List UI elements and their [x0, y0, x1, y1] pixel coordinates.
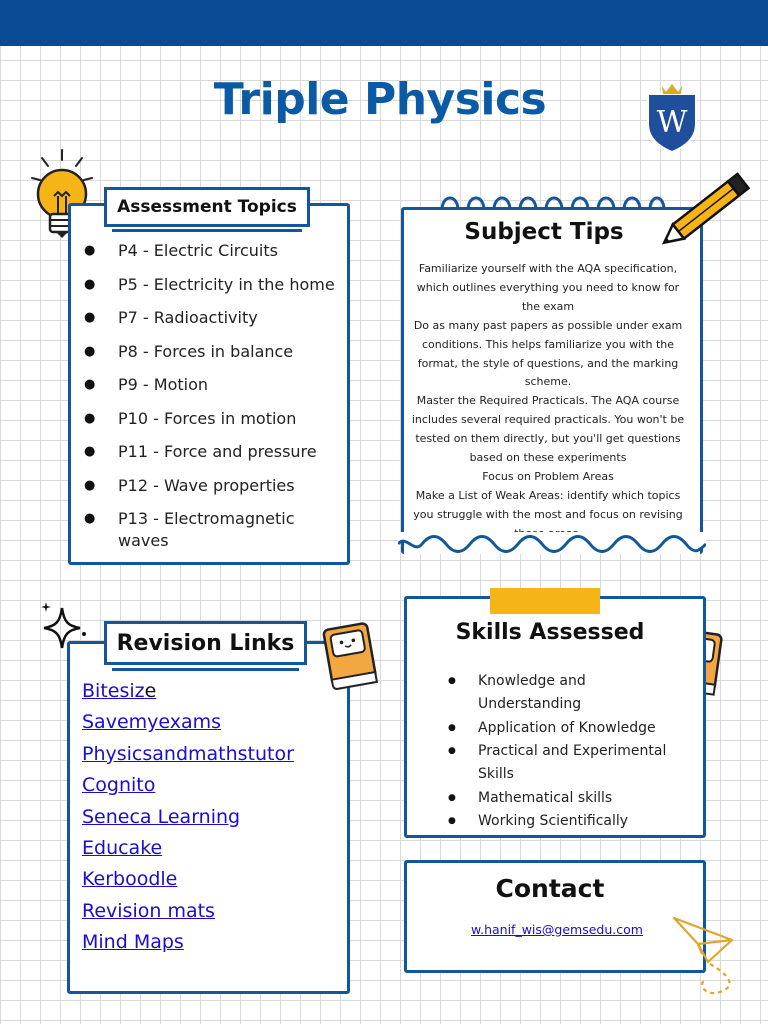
revision-links-list: [82, 678, 342, 961]
page-title: Triple Physics: [213, 74, 547, 125]
skill-item: ● Practical and Experimental Skills: [448, 740, 678, 786]
link-bitesize[interactable]: Bitesize: [82, 680, 157, 702]
assessment-topics-heading: Assessment Topics: [104, 187, 310, 227]
link-kerboodle[interactable]: Kerboodle: [82, 868, 178, 891]
topic-item: ● P4 - Electric Circuits: [82, 240, 342, 262]
torn-edge-decoration: [398, 532, 706, 562]
topic-item: ● P10 - Forces in motion: [82, 408, 342, 430]
skill-item: ● Application of Knowledge: [448, 717, 678, 740]
pencil-icon: [650, 164, 760, 260]
subject-tips-text: [410, 260, 686, 544]
link-mind-maps[interactable]: Mind Maps: [82, 931, 184, 954]
skill-item: ● Knowledge and Understanding: [448, 670, 678, 716]
revision-links-heading: Revision Links: [104, 621, 307, 665]
skills-list: [448, 670, 678, 834]
crest-letter: W: [656, 105, 688, 140]
tip-line: Do as many past papers as possible under exam conditions. This helps familiarize you with the format, the style of questions, and the marking scheme.: [413, 318, 683, 389]
tip-line: Master the Required Practicals. The AQA course includes several required practicals. You won't be tested on them directly, but you'll get questions based on these experiments: [411, 394, 685, 465]
book-icon: [320, 620, 382, 692]
tip-line: Make a List of Weak Areas: identify which topics you struggle with the most and focus on revising: [413, 488, 683, 521]
subject-tips-heading: Subject Tips: [464, 219, 624, 245]
skill-item: ● Mathematical skills: [448, 787, 678, 810]
link-savemyexams[interactable]: Savemyexams: [82, 711, 222, 734]
tip-line: Familiarize yourself with the AQA specification, which outlines everything you need to know for the exam: [416, 262, 680, 313]
topic-item: ● P13 - Electromagnetic waves: [82, 508, 342, 552]
top-banner: [0, 0, 768, 46]
crest-icon: [640, 78, 704, 154]
topic-item: ● P11 - Force and pressure: [82, 441, 342, 463]
topic-item: ● P7 - Radioactivity: [82, 307, 342, 329]
contact-heading: Contact: [495, 874, 605, 903]
topic-item: ● P5 - Electricity in the home: [82, 274, 342, 296]
topic-item: ● P8 - Forces in balance: [82, 341, 342, 363]
link-revision-mats[interactable]: Revision mats: [82, 899, 215, 922]
skills-assessed-heading: Skills Assessed: [455, 620, 645, 645]
contact-email-link[interactable]: w.hanif_wis@gemsedu.com: [471, 922, 643, 937]
tip-line: Focus on Problem Areas: [482, 469, 614, 483]
skill-item: ● Working Scientifically: [448, 810, 678, 833]
link-educake[interactable]: Educake: [82, 836, 163, 859]
topic-item: ● P9 - Motion: [82, 374, 342, 396]
link-physicsandmathstutor[interactable]: Physicsandmathstutor: [82, 742, 294, 765]
assessment-topics-list: [82, 240, 342, 564]
spiral-binding-icon: [436, 190, 666, 214]
tape-decoration: [490, 588, 600, 614]
topic-item: ● P12 - Wave properties: [82, 475, 342, 497]
link-cognito[interactable]: Cognito: [82, 774, 156, 797]
link-seneca-learning[interactable]: Seneca Learning: [82, 805, 241, 828]
paper-plane-icon: [668, 910, 750, 1002]
